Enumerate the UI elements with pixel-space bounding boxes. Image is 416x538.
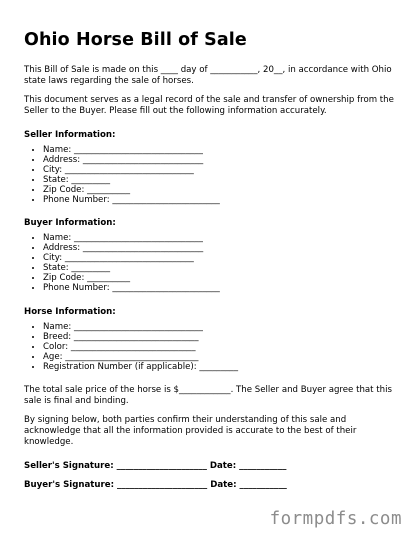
horse-heading: Horse Information:	[24, 306, 116, 317]
seller-zip-field: • Zip Code: __________	[43, 186, 394, 196]
seller-fields-list	[24, 146, 394, 205]
buyer-phone-field: • Phone Number: _________________________	[43, 284, 394, 294]
seller-phone-field: • Phone Number: _________________________	[43, 196, 394, 206]
buyer-fields-list	[24, 234, 394, 293]
horse-name-field: • Name: ______________________________	[43, 323, 394, 333]
horse-color-field: • Color: _____________________________	[43, 343, 394, 353]
buyer-city-field: • City: ______________________________	[43, 254, 394, 264]
horse-fields-list	[24, 323, 394, 373]
horse-registration-field: • Registration Number (if applicable): _________	[43, 363, 394, 373]
watermark-footer: formpdfs.com	[269, 509, 402, 529]
page-title: Ohio Horse Bill of Sale	[24, 30, 247, 50]
seller-city-field: • City: ______________________________	[43, 166, 394, 176]
seller-state-field: • State: _________	[43, 176, 394, 186]
buyer-signature-line: Buyer's Signature: _____________________ Date: ___________	[24, 480, 287, 491]
price-statement: The total sale price of the horse is $____________. The Seller and Buyer agree that this sale is final and binding.	[24, 385, 392, 407]
document-page	[24, 30, 394, 490]
buyer-address-field: • Address: ____________________________	[43, 244, 394, 254]
buyer-name-field: • Name: ______________________________	[43, 234, 394, 244]
buyer-zip-field: • Zip Code: __________	[43, 274, 394, 284]
intro-paragraph: This Bill of Sale is made on this ____ day of ___________, 20__, in accordance with Ohio state laws regarding the sale of horses.	[24, 65, 392, 86]
buyer-heading: Buyer Information:	[24, 218, 116, 229]
seller-signature-line: Seller's Signature: _____________________ Date: ___________	[24, 461, 287, 472]
seller-address-field: • Address: ____________________________	[43, 156, 394, 166]
seller-name-field: • Name: ______________________________	[43, 146, 394, 156]
horse-age-field: • Age: _______________________________	[43, 353, 394, 363]
acknowledgment-paragraph: By signing below, both parties confirm their understanding of this sale and acknowledge that all the information provided is accurate to the best of their knowledge.	[24, 415, 357, 448]
purpose-paragraph: This document serves as a legal record of the sale and transfer of ownership from the Seller to the Buyer. Please fill out the following information accurately.	[24, 95, 394, 116]
horse-breed-field: • Breed: _____________________________	[43, 333, 394, 343]
buyer-state-field: • State: _________	[43, 264, 394, 274]
seller-heading: Seller Information:	[24, 130, 116, 140]
